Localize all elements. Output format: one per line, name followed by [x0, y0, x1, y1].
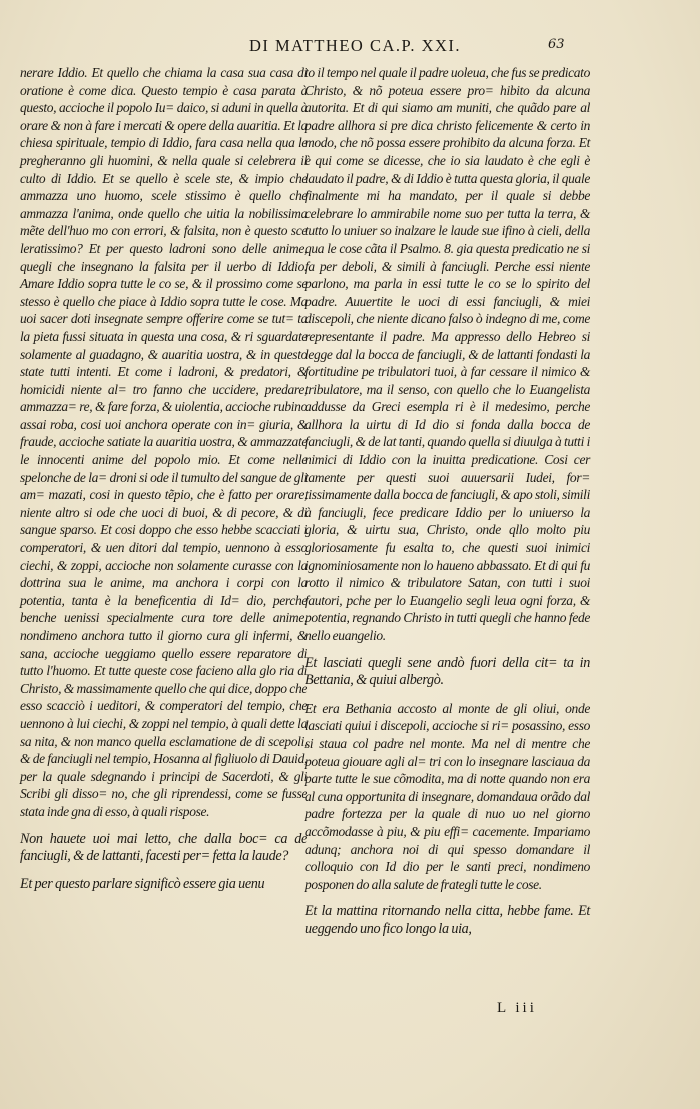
commentary-paragraph: nerare Iddio. Et quello che chiama la casa sua casa di oratione è come dica. Questo tempio è casa parata à questo, accioche il popolo Iu= daico, si aduni in quella à orare & non à fare i mercati & opere della auaritia. Et la chiesa spirituale, tempio di Iddio, fara casa nella qua le pregheranno gli huomini, & nella quale si celebrera il culto di Iddio. Et se quello è scele ste, & impio che ammazza uno huomo, scele stissimo è quello che ammazza l'anima, onde quello che uitia la nobilissima mẽte dell'huo mo con errori, & falsita, non è questo sce leratissimo? Et per questo ladroni sono delle anime, quegli che insegnano la falsita per il uerbo di Iddio. Amare Iddio sopra tutte le co se, & il prossimo come se stesso è quello che piace à Iddio sopra tutte le cose. Ma uoi sacer doti insegnate sempre offerire come se tut= ta la pieta fussi situata in questa una cosa, & ri sguardate solamente al guadagno, & auaritia uostra, & in questo state tutti intenti. Et come i ladroni, & predatori, & homicidi niente al= tro fanno che uccidere, predare, ammazza= re, & fare forza, & uiolentia, accioche rubino assai roba, cosi uoi anchora operate con in= giuria, & fraude, accioche satiate la auaritia uostra, & ammazzate le innocenti anime del popolo mio. Et come nelle spelonche de la= droni si ode il tumulto del sangue de gli am= mazati, cosi in questo tẽpio, che è fatto per orare, niente altro si ode che uoci di buoi, & di pecore, & di sangue sparso. Et cosi doppo che esso hebbe scacciati i comperatori, & uen ditori dal tempio, uennono à esso ciechi, & zoppi, accioche non solamente curasse con la dottrina sua le anime, ma anchora i corpi con la potentia, tanta è la beneficentia di Id= dio, perche benche uenissi specialmente cura tore delle anime, nondimeno anchora tutto il giorno cura gli infermi, & sana, accioche ueggiamo quello essere reparatore di tutto l'huomo. Et tutte queste cose facieno alla glo ria di Christo, & massimamente quello che qui dice, doppo che esso scacciò i ueditori, & comperatori del tempio, che uennono à lui ciechi, & zoppi nel tempio, à quali dette la sa nita, & non manco quella esclamatione de di scepoli, & de fanciugli nel tempio, Hosanna al figliuolo di Dauid, per la quale sdegnando i principi de Sacerdoti, & gli Scribi gli disso= no, che gli riprendessi, come se fusse stata inde gna di esso, à quali rispose. [20, 65, 307, 819]
page-number: 63 [548, 37, 565, 52]
scripture-verse: Non hauete uoi mai letto, che dalla boc= ca de fanciugli, & de lattanti, facesti per= fetta la laude? [20, 830, 307, 865]
running-head: DI MATTHEO CA.P. XXI. [248, 36, 462, 55]
commentary-paragraph: to il tempo nel quale il padre uoleua, che fus se predicato Christo, & nõ poteua essere pro= hibito da alcuna autorita. Et di qui siamo am muniti, che quãdo pare al padre allhora si pre dica christo felicemente & certo in modo, che nõ possa essere prohibito da alcuna forza. Et è qui come se dicesse, che io sia laudato è che egli è laudato il padre, & di Iddio è tutta questa gloria, il quale finalmente mi ha mandato, per il quale si debbe celebrare lo ammirabile nome suo per tutta la terra, & tutto lo uniuer so inalzare le laude sue ifino à cieli, della qua le cose cãta il Psalmo. 8. gia questa predicatio ne si fa per deboli, & simili à fanciugli. Perche essi niente parlono, ma parla in essi tutte le co se lo spirito del padre. Auuertite le uoci di essi fanciugli, & miei discepoli, che niente dicano falso ò indegno di me, come representante il padre. Ma appresso dello Hebreo si legge dal la bocca de fanciugli, & de lattanti fondasti la fortitudine pe tribulatori tuoi, à far cessare il nimico & tribulatore, ma il senso, con quello che lo Euangelista addusse da Greci esempla ri è il medesimo, perche allhora la uirtu di Id dio si fonda dalla bocca de fanciugli, & de lat tanti, quando quella si diuulga à tutti i nimici di Iddio con la inuitta predicatione. Cosi cer tamente per questi suoi auuersarii Iudei, for= tissimamente dalla bocca de fanciugli, & apo stoli, simili à fanciugli, fece predicare Iddio per lo uniuerso la gloria, & uirtu sua, Christo, onde qllo molto piu gloriosamente fu esalta to, che questi suoi inimici ignominiosamente non lo haueno abbassato. Et di qui fu rotto il nimico & tribulatore Satan, con tutti i suoi fautori, pche per lo Euangelio segli leua ogni forza, & potentia, regnando Christo in tutti quegli che hanno fede nello euangelio. [305, 65, 590, 643]
signature-mark: L iii [497, 1000, 537, 1016]
scripture-verse: Et lasciati quegli sene andò fuori della cit= ta in Bettania, & quiui albergò. [305, 654, 590, 689]
left-column [20, 64, 307, 893]
right-column [305, 64, 590, 939]
scripture-verse: Et la mattina ritornando nella citta, hebbe fame. Et ueggendo uno fico longo la uia, [305, 903, 590, 937]
commentary-paragraph: Et era Bethania accosto al monte de gli oliui, onde lasciati quiui i discepoli, accioche si ri= posassino, esso si staua col padre nel monte. Ma nel di mentre che poteua giouare agli al= tri con lo insegnare lasciaua da parte tutte le sue cõmodita, ma di notte quando non era al cuna opportunita di insegnare, domandaua orãdo dal padre fortezza per la quale di nuo uo nel giorno accõmodasse à piu, & piu effi= cacemente. Impariamo adunq; anchora noi di qui spesso domandare il colloquio con Id dio per le santi preci, nondimeno posponen do alla salute de frategli tutte le cose. [305, 700, 590, 892]
scripture-verse: Et per questo parlare significò essere gia uenu [20, 875, 265, 892]
